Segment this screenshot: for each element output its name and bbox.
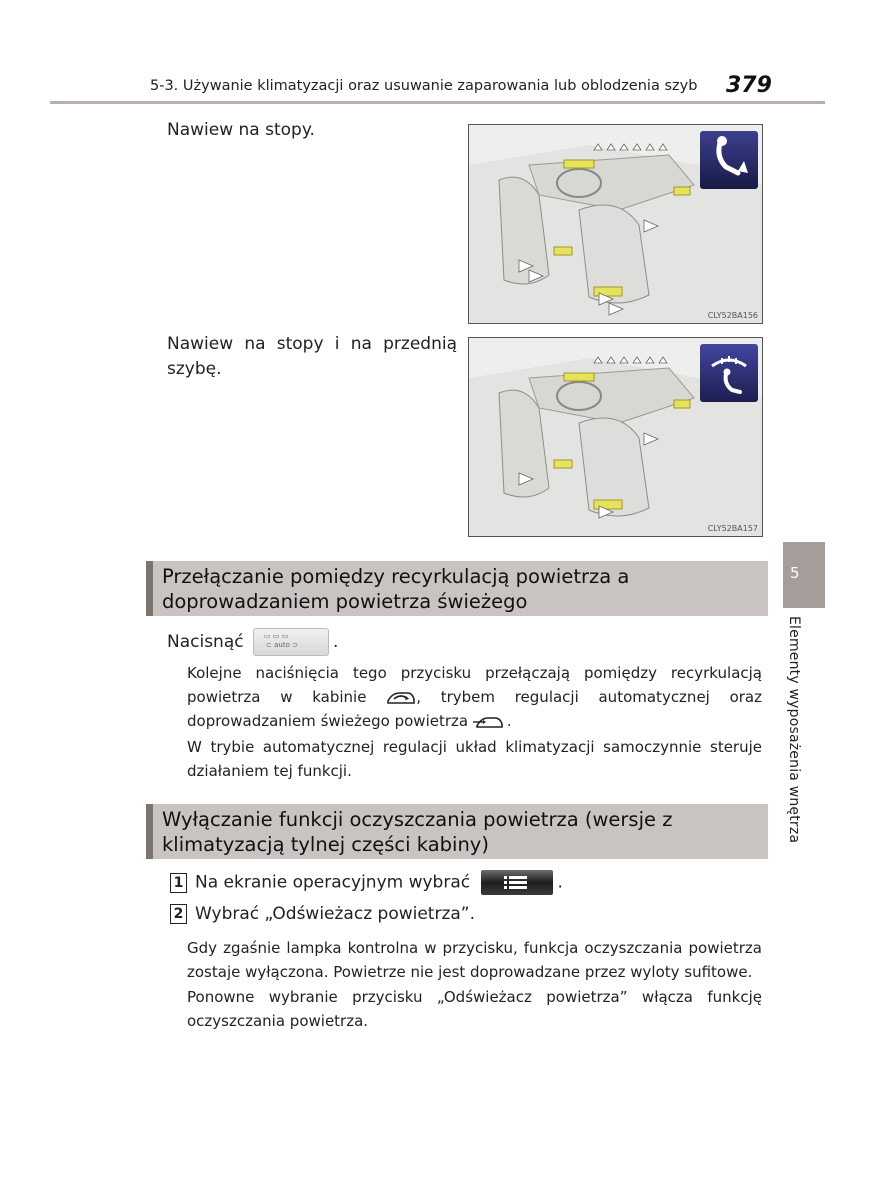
- step-2-text: Wybrać „Odświeżacz powietrza”.: [195, 904, 476, 924]
- chapter-number: 5: [790, 564, 800, 582]
- step-1: 1 Na ekranie operacyjnym wybrać .: [170, 870, 563, 895]
- running-header: 5-3. Używanie klimatyzacji oraz usuwanie zaparowania lub oblodzenia szyb: [150, 78, 698, 94]
- recirculation-auto-fresh-button-icon: ▭ ▭ ▭ ⊂ auto ⊃: [253, 628, 329, 656]
- step-2-number: 2: [170, 904, 187, 924]
- menu-list-button-icon: [481, 870, 553, 895]
- section-1-paragraph-1: Kolejne naciśnięcia tego przycisku przełączają pomiędzy recyrkulacją powietrza w kabinie , trybem regulacji automatycznej oraz doprowadzaniem świeżego powietrza .: [187, 664, 762, 730]
- press-label: Nacisnąć: [167, 632, 244, 652]
- figure-1-caption: Nawiew na stopy.: [167, 120, 315, 140]
- figure-2-caption: Nawiew na stopy i na przednią szybę.: [167, 334, 457, 379]
- figure-2-cabin-airflow: [468, 337, 763, 537]
- fresh-air-icon: [473, 713, 507, 731]
- feet-windshield-airflow-mode-icon: [700, 344, 758, 402]
- press-instruction: Nacisnąć ▭ ▭ ▭ ⊂ auto ⊃ .: [167, 628, 338, 656]
- section-2-paragraph-1: Gdy zgaśnie lampka kontrolna w przycisku, funkcja oczyszczania powietrza zostaje wyłączona. Powietrze nie jest doprowadzane przez wyloty sufitowe.: [187, 939, 762, 981]
- section-1-title: Przełączanie pomiędzy recyrkulacją powietrza a doprowadzaniem powietrza świeżego: [162, 565, 630, 613]
- recirculation-icon: [386, 689, 416, 707]
- figure-1-code: CLY52BA156: [707, 311, 758, 320]
- section-1-paragraph-2: W trybie automatycznej regulacji układ klimatyzacji samoczynnie steruje działaniem tej funkcji.: [187, 738, 762, 780]
- section-2-paragraph-2: Ponowne wybranie przycisku „Odświeżacz powietrza” włącza funkcję oczyszczania powietrza.: [187, 988, 762, 1030]
- header-rule: [50, 101, 825, 104]
- page-number: 379: [726, 73, 772, 98]
- step-1-text: Na ekranie operacyjnym wybrać: [195, 872, 471, 893]
- step-1-number: 1: [170, 873, 187, 893]
- section-2-title: Wyłączanie funkcji oczyszczania powietrza (wersje z klimatyzacją tylnej części kabiny): [162, 808, 673, 856]
- chapter-tab: [783, 542, 825, 608]
- figure-2-code: CLY52BA157: [707, 524, 758, 533]
- feet-airflow-mode-icon: [700, 131, 758, 189]
- step-2: [170, 904, 475, 924]
- section-heading-recirculation: [146, 561, 768, 616]
- figure-1-cabin-airflow: [468, 124, 763, 324]
- section-heading-air-purifier: [146, 804, 768, 859]
- chapter-label: Elementy wyposażenia wnętrza: [786, 616, 802, 844]
